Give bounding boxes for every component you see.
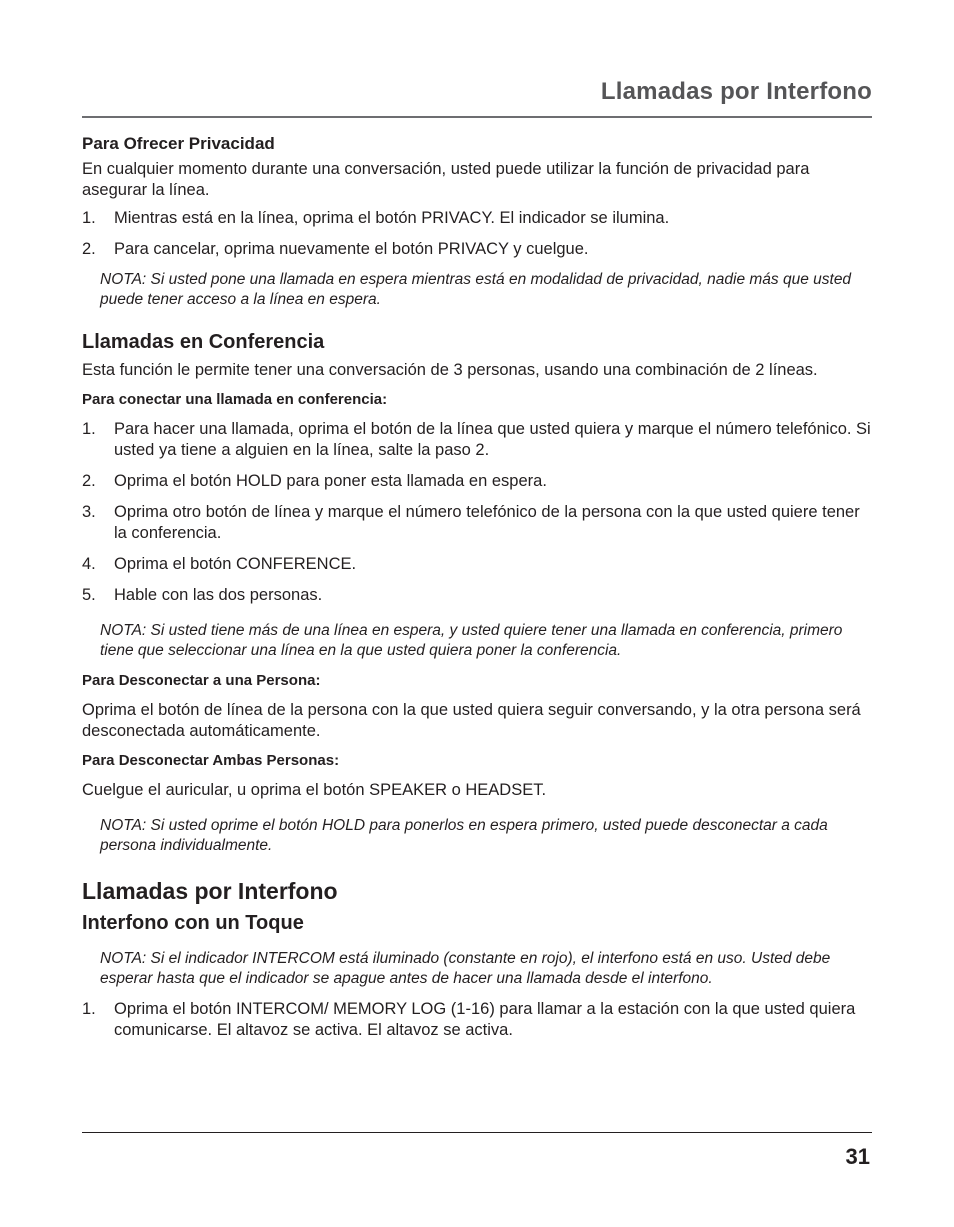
conference-intro: Esta función le permite tener una conversación de 3 personas, usando una combinación de 2 líneas.: [82, 361, 818, 379]
privacy-steps: [82, 208, 872, 260]
intercom-subheading: Interfono con un Toque: [82, 912, 304, 934]
intercom-heading: Llamadas por Interfono: [82, 878, 338, 904]
list-item: [82, 419, 872, 461]
step-text: Hable con las dos personas.: [114, 586, 323, 604]
disconnect-note: NOTA: Si usted oprime el botón HOLD para ponerlos en espera primero, usted puede desconectar a cada persona individualmente.: [100, 817, 828, 854]
conference-steps: [82, 419, 872, 606]
page-number: 31: [845, 1144, 870, 1169]
step-number: 2.: [82, 472, 96, 490]
step-text: Oprima otro botón de línea y marque el número telefónico de la persona con la que usted quiere tener la conferencia.: [114, 503, 860, 542]
step-text: Oprima el botón INTERCOM/ MEMORY LOG (1-16) para llamar a la estación con la que usted quiera comunicarse. El altavoz se activa. El altavoz se activa.: [114, 1000, 856, 1039]
list-item: [82, 239, 872, 260]
conference-note: NOTA: Si usted tiene más de una línea en espera, y usted quiere tener una llamada en conferencia, primero tiene que seleccionar una línea en la que usted quiera poner la conferencia.: [100, 622, 843, 659]
step-text: Mientras está en la línea, oprima el botón PRIVACY. El indicador se ilumina.: [114, 209, 670, 227]
step-number: 3.: [82, 503, 96, 521]
step-number: 5.: [82, 586, 96, 604]
page-content: [82, 133, 872, 1041]
conference-connect-heading: Para conectar una llamada en conferencia:: [82, 391, 388, 408]
intercom-steps: [82, 999, 872, 1041]
list-item: [82, 471, 872, 492]
list-item: [82, 585, 872, 606]
step-text: Oprima el botón HOLD para poner esta llamada en espera.: [114, 472, 547, 490]
privacy-intro: En cualquier momento durante una conversación, usted puede utilizar la función de privacidad para asegurar la línea.: [82, 160, 810, 199]
conference-heading: Llamadas en Conferencia: [82, 331, 325, 353]
privacy-note: NOTA: Si usted pone una llamada en espera mientras está en modalidad de privacidad, nadie más que usted puede tener acceso a la línea en espera.: [100, 271, 852, 308]
step-text: Para hacer una llamada, oprima el botón de la línea que usted quiera y marque el número telefónico. Si usted ya tiene a alguien en la línea, salte la paso 2.: [114, 420, 871, 459]
list-item: [82, 999, 872, 1041]
privacy-heading: Para Ofrecer Privacidad: [82, 134, 275, 153]
header-divider: [82, 116, 872, 118]
step-number: 1.: [82, 1000, 96, 1018]
step-text: Oprima el botón CONFERENCE.: [114, 555, 357, 573]
list-item: [82, 554, 872, 575]
disconnect-one-heading: Para Desconectar a una Persona:: [82, 672, 321, 689]
step-number: 1.: [82, 420, 96, 438]
running-header-title: Llamadas por Interfono: [600, 78, 872, 105]
step-number: 4.: [82, 555, 96, 573]
list-item: [82, 208, 872, 229]
step-number: 1.: [82, 209, 96, 227]
disconnect-both-heading: Para Desconectar Ambas Personas:: [82, 752, 340, 769]
step-text: Para cancelar, oprima nuevamente el botón PRIVACY y cuelgue.: [114, 240, 589, 258]
intercom-note: NOTA: Si el indicador INTERCOM está iluminado (constante en rojo), el interfono está en uso. Usted debe esperar hasta que el indicador se apague antes de hacer una llamada desde el interfono.: [100, 950, 831, 987]
step-number: 2.: [82, 240, 96, 258]
footer-divider: [82, 1132, 872, 1133]
disconnect-one-text: Oprima el botón de línea de la persona con la que usted quiera seguir conversando, y la otra persona será desconectada automáticamente.: [82, 701, 861, 740]
disconnect-both-text: Cuelgue el auricular, u oprima el botón SPEAKER o HEADSET.: [82, 781, 547, 799]
list-item: [82, 502, 872, 544]
